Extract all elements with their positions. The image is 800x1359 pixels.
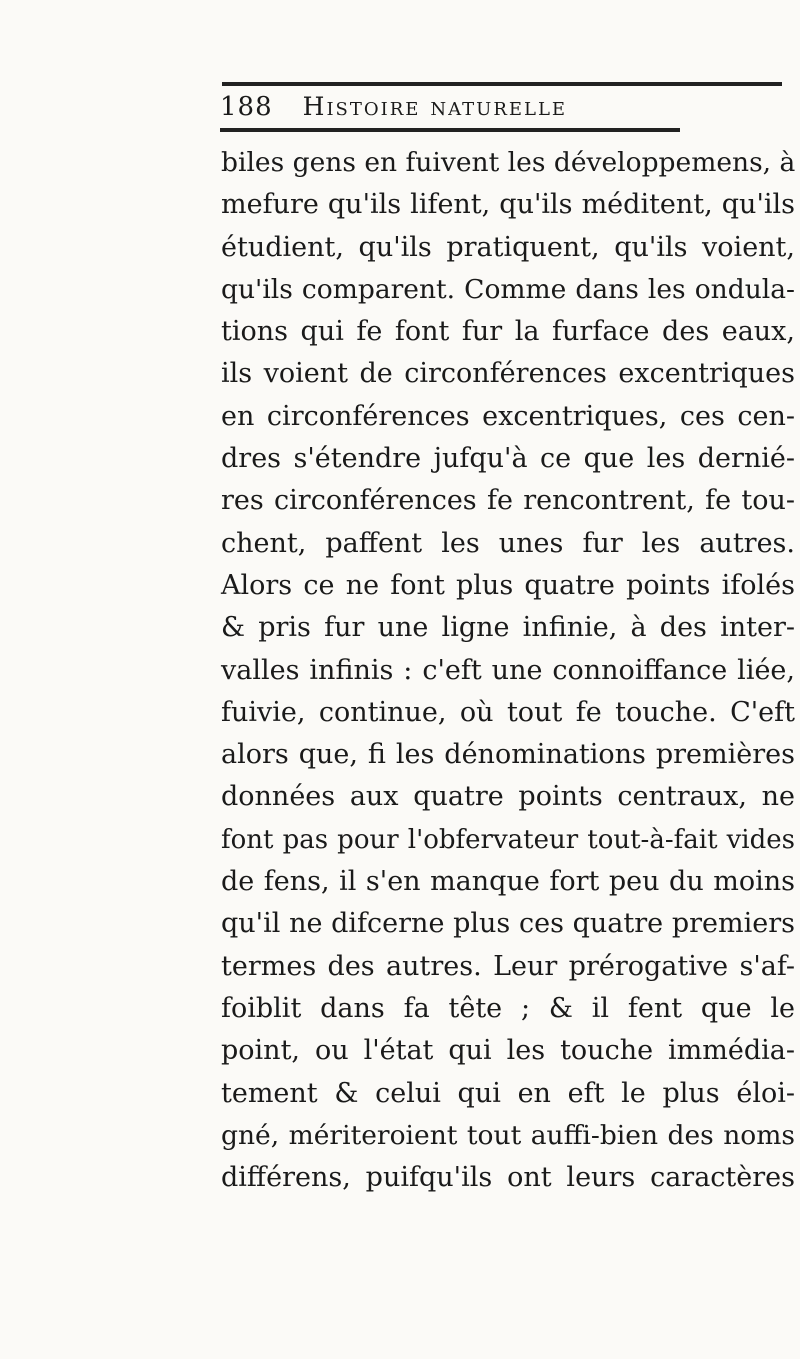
text-line: en circonférences excentriques, ces cen- <box>221 400 795 432</box>
text-line: biles gens en fuivent les développemens, à <box>221 147 796 178</box>
running-head <box>220 92 690 124</box>
running-head-title: Histoire naturelle <box>302 92 568 121</box>
text-line: ils voient de circonférences excentriques <box>221 358 795 390</box>
body-text <box>221 142 795 1199</box>
text-line: alors que, fi les dénominations premières <box>221 739 795 771</box>
page-number: 188 <box>220 92 273 122</box>
text-line: données aux quatre points centraux, ne <box>221 781 795 813</box>
text-line: de fens, il s'en manque fort peu du moins <box>221 866 795 898</box>
text-line: tions qui fe font fur la furface des eaux, <box>221 316 795 348</box>
text-line: qu'il ne difcerne plus ces quatre premiers <box>221 908 795 940</box>
text-line: font pas pour l'obfervateur tout-à-fait vides <box>221 824 795 855</box>
text-line: tement & celui qui en eft le plus éloi- <box>221 1077 795 1109</box>
text-line: foiblit dans fa tête ; & il fent que le <box>221 992 795 1024</box>
text-line: mefure qu'ils lifent, qu'ils méditent, qu'ils <box>221 189 795 221</box>
text-line: dres s'étendre jufqu'à ce que les dernié- <box>221 443 795 475</box>
text-line: termes des autres. Leur prérogative s'af- <box>221 950 795 982</box>
text-line: différens, puifqu'ils ont leurs caractères <box>221 1162 795 1194</box>
text-line: chent, paffent les unes fur les autres. <box>221 527 795 559</box>
text-line: res circonférences fe rencontrent, fe tou- <box>221 485 795 517</box>
text-line: étudient, qu'ils pratiquent, qu'ils voient, <box>221 231 795 263</box>
text-line: Alors ce ne font plus quatre points ifolés <box>221 569 795 601</box>
text-line: fuivie, continue, où tout fe touche. C'eft <box>221 696 795 728</box>
text-line: point, ou l'état qui les touche immédia- <box>221 1035 795 1067</box>
header-bottom-rule <box>220 128 680 132</box>
text-line: qu'ils comparent. Comme dans les ondula- <box>221 273 795 305</box>
text-line: valles infinis : c'eft une connoiffance liée, <box>221 654 795 686</box>
text-line: gné, mériteroient tout auffi-bien des noms <box>221 1119 795 1151</box>
text-line: & pris fur une ligne infinie, à des inter- <box>221 612 795 644</box>
header-top-rule <box>222 82 782 86</box>
